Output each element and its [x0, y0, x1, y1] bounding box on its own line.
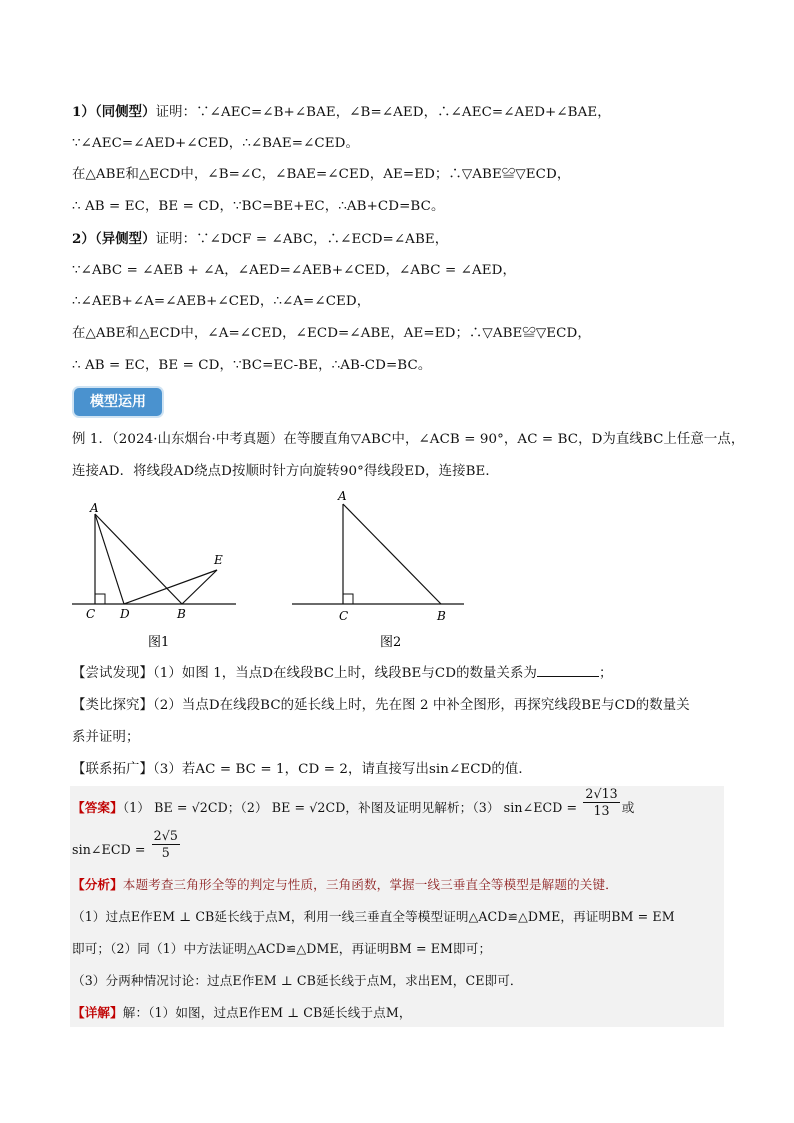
proof-type-label-1: 1）（同侧型） [72, 104, 156, 120]
fraction-1-numerator: 2√13 [585, 786, 618, 801]
proof-line-2: ∵∠AEC=∠AED+∠CED，∴∠BAE=∠CED。 [72, 136, 359, 151]
answer-or: 或 [621, 800, 635, 815]
proof-line-7: ∴∠AEB+∠A=∠AEB+∠CED，∴∠A=∠CED， [72, 294, 371, 309]
fig2-label-b: B [437, 609, 446, 623]
figure-1 [66, 492, 246, 652]
fig1-label-a: A [90, 501, 99, 515]
q1-answer-blank [537, 664, 599, 677]
proof-line-3: 在△ABE和△ECD中，∠B=∠C，∠BAE=∠CED，AE=ED；∴▽ABE≌▽ECD， [72, 167, 571, 182]
fig1-label-e: E [214, 553, 223, 567]
fraction-1-denominator: 13 [593, 803, 610, 818]
proof-line-1 [72, 103, 611, 122]
analysis-line-1 [72, 876, 618, 894]
q2-tag: 【类比探究】 [72, 698, 153, 713]
fig1-right-angle-mark [95, 594, 105, 604]
proof-line-4: ∴ AB = EC，BE = CD，∵BC=BE+EC，∴AB+CD=BC。 [72, 199, 445, 214]
figure-2 [286, 486, 476, 652]
question-3 [72, 761, 532, 779]
answer-fraction-1 [583, 786, 619, 819]
fig1-segment-be [182, 570, 217, 604]
section-badge-label: 模型运用 [90, 394, 146, 410]
proof-line-9: ∴ AB = EC，BE = CD，∵BC=EC-BE，∴AB-CD=BC。 [72, 358, 432, 373]
q1-text: （1）如图 1，当点D在线段BC上时，线段BE与CD的数量关系为 [152, 666, 538, 681]
analysis-line-2: （1）过点E作EM ⊥ CB延长线于点M，利用一线三垂直全等模型证明△ACD≌△DME，再证明BM = EM [72, 909, 675, 924]
fig1-segment-ab [95, 514, 182, 604]
fig1-segment-ad [95, 514, 124, 604]
analysis-tag: 【分析】 [72, 877, 123, 892]
q3-text: （3）若AC = BC = 1，CD = 2，请直接写出sin∠ECD的值． [152, 762, 532, 777]
question-1 [72, 664, 613, 683]
fraction-2-numerator: 2√5 [153, 828, 179, 843]
q1-end: ； [599, 666, 613, 681]
question-2 [72, 697, 690, 715]
q2-text: （2）当点D在线段BC的延长线上时，先在图 2 中补全图形，再探究线段BE与CD的数量关 [152, 698, 690, 713]
example-line-1: 例 1．（2024·山东烟台·中考真题）在等腰直角▽ABC中，∠ACB = 90°，AC = BC，D为直线BC上任意一点， [72, 432, 745, 447]
detail-tag: 【详解】 [72, 1005, 123, 1020]
fig2-segment-ab [343, 504, 441, 604]
answer-line-2 [72, 828, 182, 861]
fig1-label-d: D [120, 607, 130, 621]
answer-fraction-2 [152, 828, 180, 861]
example-line-2: 连接AD．将线段AD绕点D按顺时针方向旋转90°得线段ED，连接BE． [72, 464, 499, 479]
proof-line-5 [72, 230, 448, 249]
answer-line-1 [72, 786, 635, 819]
proof-line-6: ∵∠ABC = ∠AEB + ∠A，∠AED=∠AEB+∠CED，∠ABC = ∠AED， [72, 263, 516, 278]
question-2-cont: 系并证明； [72, 730, 140, 745]
fig1-segment-de [124, 570, 217, 604]
proof-text-1: 证明：∵∠AEC=∠B+∠BAE，∠B=∠AED，∴∠AEC=∠AED+∠BAE， [155, 105, 611, 120]
fig2-label-c: C [339, 609, 349, 623]
fig2-caption: 图2 [380, 635, 402, 650]
detail-line-1 [72, 1004, 412, 1022]
analysis-text: 本题考查三角形全等的判定与性质，三角函数，掌握一线三垂直全等模型是解题的关键． [122, 877, 618, 892]
fig2-right-angle-mark [343, 594, 353, 604]
analysis-line-3: 即可；（2）同（1）中方法证明△ACD≌△DME，再证明BM = EM即可； [72, 941, 492, 956]
proof-text-5: 证明：∵∠DCF = ∠ABC，∴∠ECD=∠ABE， [155, 232, 449, 247]
answer-line-2-prefix: sin∠ECD = [72, 842, 146, 857]
proof-line-8: 在△ABE和△ECD中，∠A=∠CED，∠ECD=∠ABE，AE=ED；∴▽ABE≌▽ECD， [72, 326, 591, 341]
section-badge [74, 388, 162, 416]
answer-box [70, 786, 724, 1027]
q1-tag: 【尝试发现】 [72, 666, 153, 681]
fraction-2-denominator: 5 [161, 845, 170, 860]
q3-tag: 【联系拓广】 [72, 762, 153, 777]
fig1-label-b: B [177, 607, 186, 621]
analysis-line-4: （3）分两种情况讨论：过点E作EM ⊥ CB延长线于点M，求出EM，CE即可． [72, 973, 523, 988]
proof-type-label-2: 2）（异侧型） [72, 231, 156, 247]
fig1-label-c: C [86, 607, 96, 621]
answer-tag: 【答案】 [72, 800, 123, 815]
answer-part-1: （1） BE = √2CD；（2） BE = √2CD，补图及证明见解析；（3） sin∠ECD = [122, 800, 578, 815]
fig2-label-a: A [338, 489, 347, 503]
fig1-caption: 图1 [148, 635, 170, 650]
detail-text: 解：（1）如图，过点E作EM ⊥ CB延长线于点M， [122, 1005, 412, 1020]
